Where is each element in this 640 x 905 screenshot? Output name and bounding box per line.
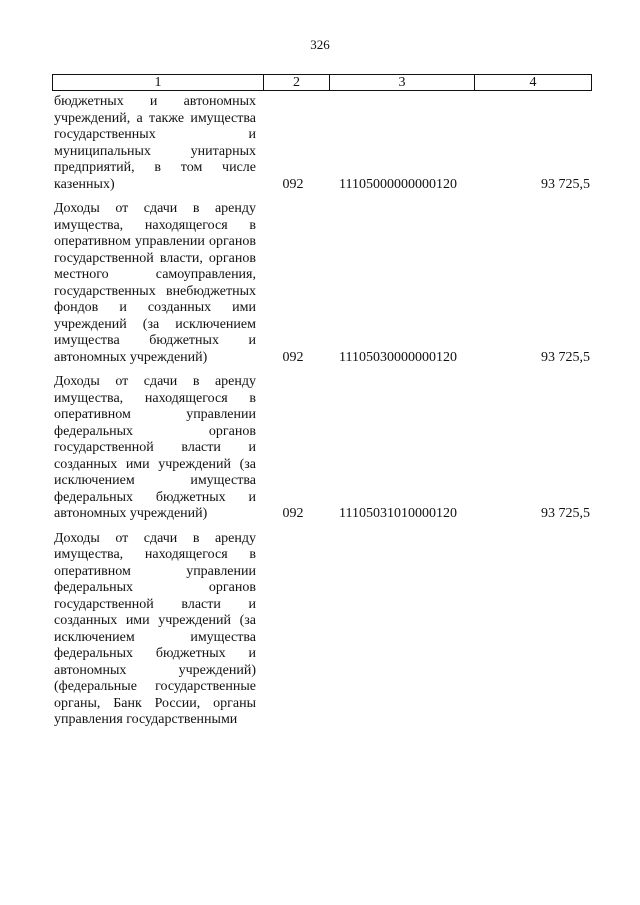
table-row (54, 531, 594, 729)
row-amount: 93 725,5 (541, 506, 590, 521)
row-description: Доходы от сдачи в аренду имущества, находящегося в оперативном управлении федеральных органов государственной власти и созданных ими учреждений (за исключением имущества федеральных бюджетных и автономных учреждений) (федеральные государственные органы, Банк России, органы управления государственными (54, 530, 256, 727)
row-description: бюджетных и автономных учреждений, а также имущества государственных и муниципальных унитарных предприятий, в том числе казенных) (54, 94, 256, 192)
column-header-1: 1 (53, 75, 264, 91)
row-admin-code: 092 (282, 506, 304, 521)
table-row (54, 374, 594, 523)
table-row (54, 94, 594, 193)
column-header-3: 3 (330, 75, 475, 91)
column-header-row (53, 75, 592, 91)
row-description: Доходы от сдачи в аренду имущества, находящегося в оперативном управлении органов государственной власти, органов местного самоуправления, государственных внебюджетных фондов и созданных ими учреждений (за исключением имущества бюджетных и автономных учреждений) (54, 201, 256, 365)
row-amount: 93 725,5 (541, 176, 590, 192)
row-budget-classification-code: 11105030000000120 (339, 349, 457, 365)
column-header-table (52, 74, 592, 91)
row-admin-code: 092 (282, 349, 304, 365)
page-number: 326 (310, 37, 330, 52)
row-budget-classification-code: 11105031010000120 (339, 506, 457, 521)
row-admin-code: 092 (282, 176, 304, 192)
column-header-4: 4 (475, 75, 592, 91)
row-amount: 93 725,5 (541, 349, 590, 365)
income-rows (54, 94, 594, 729)
table-row (54, 201, 594, 366)
row-budget-classification-code: 11105000000000120 (339, 176, 457, 192)
column-header-2: 2 (264, 75, 330, 91)
row-description: Доходы от сдачи в аренду имущества, находящегося в оперативном управлении федеральных органов государственной власти и созданных ими учреждений (за исключением имущества федеральных бюджетных и автономных учреждений) (54, 374, 256, 521)
